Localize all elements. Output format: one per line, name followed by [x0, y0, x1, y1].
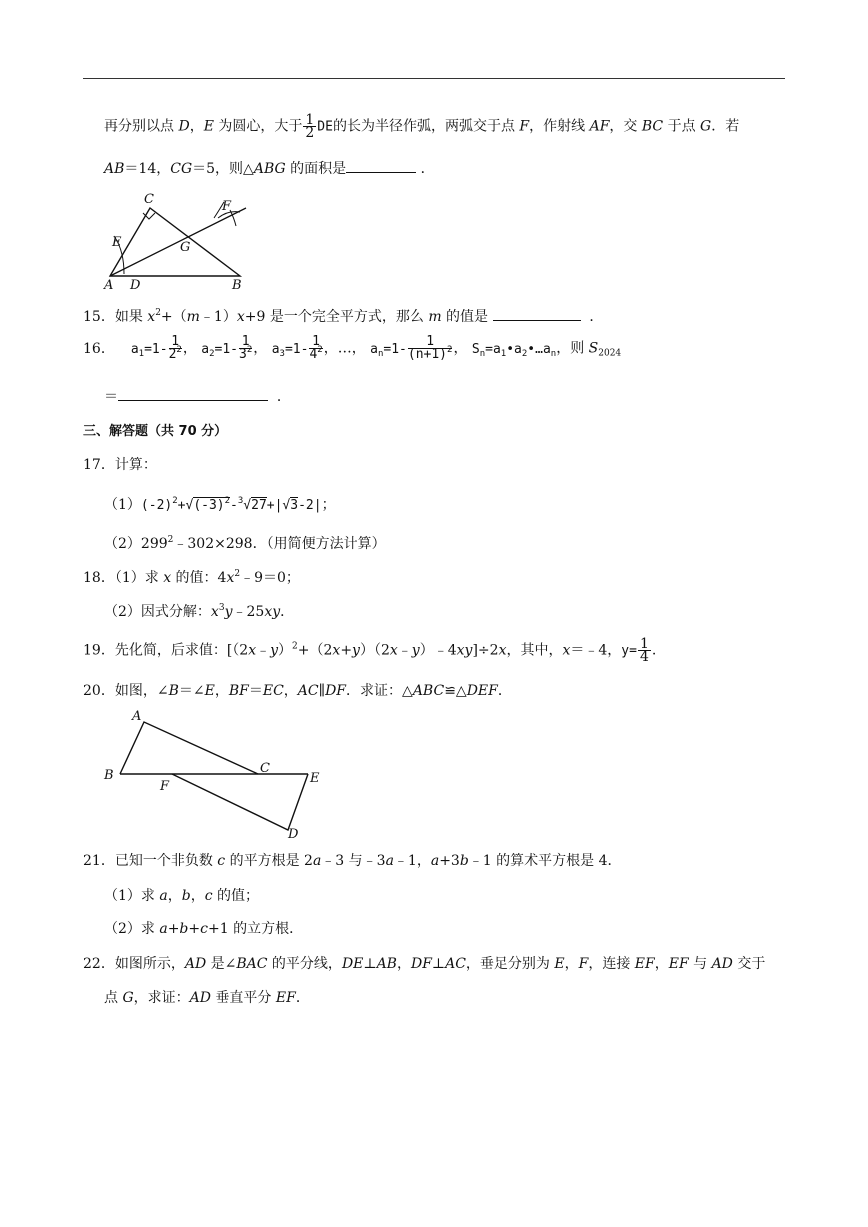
q22-line1: 22．如图所示，AD 是∠BAC 的平分线，DE⊥AB，DF⊥AC，垂足分别为 E，F，连接 EF，EF 与 AD 交于	[83, 956, 766, 972]
fig14-label-F: F	[222, 199, 232, 214]
q18-part2: （2）因式分解：$x^3y﹣25xy$．	[104, 603, 295, 620]
q14-line2: AB＝14，CG＝5，则△ABG 的面积是 ．	[104, 161, 435, 177]
q16-question: 16． $a_1=1-$ $\frac{1}{2^2}$ ， $a_2=1-$ $\frac{1}{3^2}$ ， $a_3=1-$ $\frac{1}{4^2}$ ，…， $a_n=1-$ $\frac{1}{(n+1)^2}$ ， $S_n=a_1•a_2•\dots a_n$，则 $S_{2024}$	[83, 334, 622, 362]
q20-question: 20．如图，∠B＝∠E，BF＝EC，AC∥DF．求证：△ABC≌△DEF．	[83, 683, 512, 699]
q20-triangles-figure	[100, 704, 332, 840]
q16-answer-line: ＝ ．	[104, 389, 291, 405]
q19-question: 19．先化简，后求值：[（2x﹣y）$^2$+（2x+y）（2x﹣y）﹣4xy]÷2x，其中，x＝﹣4，y= $\frac{1}{4}$ .	[83, 636, 657, 665]
answer-blank-15	[493, 320, 581, 321]
q17-part1: $(1)(-2)^2+√(-3)^2-^3√27+|√3-2|$；	[104, 496, 336, 513]
fig14-label-E: E	[112, 235, 122, 250]
q17-part2: $(2)299^2﹣302\times 298$．（用简便方法计算）	[104, 535, 386, 552]
fig14-label-A: A	[104, 278, 114, 292]
fig20-label-E: E	[310, 771, 320, 786]
answer-blank-14	[346, 172, 416, 173]
q21-part1: （1）求 a，b，c 的值；	[104, 888, 259, 904]
fig20-label-A: A	[132, 709, 142, 724]
q21-part2: （2）求 a+b+c+1 的立方根．	[104, 921, 304, 937]
fig14-label-C: C	[144, 192, 154, 207]
q14-triangle-figure	[100, 188, 260, 292]
fig20-label-F: F	[160, 779, 170, 794]
q22-line2: 点 G，求证：AD 垂直平分 EF．	[104, 990, 310, 1006]
q15-question: 15．如果 $x^2+(m﹣1)x+9$ 是一个完全平方式，那么 m 的值是 ．	[83, 308, 604, 325]
header-rule	[83, 78, 785, 79]
fig14-label-D: D	[130, 278, 141, 292]
q17-question: 17．计算：	[83, 457, 157, 473]
fig14-label-G: G	[180, 240, 191, 255]
fig20-label-D: D	[288, 827, 299, 840]
fig20-label-B: B	[104, 768, 114, 783]
section-3-heading: 三、解答题（共 70 分）	[83, 424, 228, 439]
q14-line1: 再分别以点 D，E 为圆心，大于 $\frac{1}{2}$ DE的长为半径作弧，两弧交于点 F，作射线 AF，交 BC 于点 G．若	[104, 112, 740, 141]
fig14-label-B: B	[232, 278, 242, 292]
half-fraction: $\frac{1}{2}$	[305, 112, 315, 141]
q18-part1: 18．（1）求 x 的值：$4x^2﹣9=0$；	[83, 569, 300, 586]
q21-question: 21．已知一个非负数 c 的平方根是 2a﹣3 与﹣3a﹣1，a+3b﹣1 的算术平方根是 4．	[83, 853, 622, 869]
answer-blank-16	[118, 400, 268, 401]
fig20-label-C: C	[260, 761, 270, 776]
